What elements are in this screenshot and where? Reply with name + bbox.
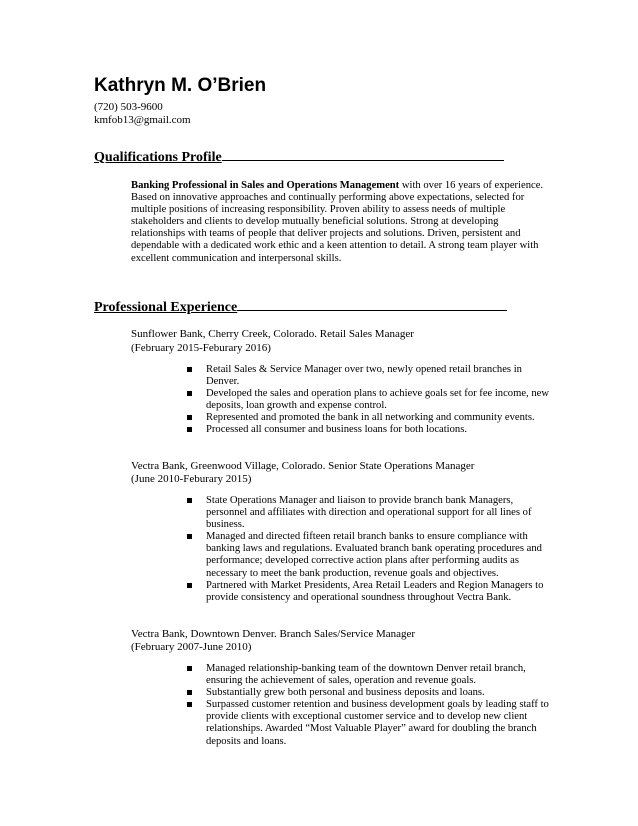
summary-line: relationships with teams of people that deliver projects and solutions. Driven, persistent and bbox=[131, 228, 521, 240]
job-bullet bbox=[187, 424, 547, 436]
bullet-line: necessary to meet the bank production, revenue goals and objectives. bbox=[206, 567, 499, 579]
square-bullet-icon bbox=[187, 498, 192, 503]
summary-line bbox=[131, 180, 551, 192]
bullet-line: Processed all consumer and business loans for both locations. bbox=[206, 424, 467, 436]
job-title: Sunflower Bank, Cherry Creek, Colorado. Retail Sales Manager bbox=[131, 328, 414, 340]
summary-line: dependable with a dedicated work ethic and a keen attention to detail. A strong team player with bbox=[131, 240, 539, 252]
job-dates: (February 2015-Feburary 2016) bbox=[131, 342, 271, 354]
square-bullet-icon bbox=[187, 415, 192, 420]
job-bullet bbox=[187, 495, 547, 531]
summary-line: stakeholders and clients to develop mutually beneficial solutions. Strong at developing bbox=[131, 216, 499, 228]
bullet-line: Surpassed customer retention and business development goals by leading staff to bbox=[206, 699, 549, 711]
heading-rule bbox=[237, 298, 507, 311]
qualifications-summary bbox=[131, 180, 551, 265]
bullet-line: performance; developed corrective action plans after performing audits as bbox=[206, 555, 519, 567]
bullet-line: Substantially grew both personal and business deposits and loans. bbox=[206, 687, 485, 699]
bullet-line: Denver. bbox=[206, 376, 240, 388]
bullet-line: deposits and loans. bbox=[206, 735, 287, 747]
bullet-line: Managed relationship-banking team of the downtown Denver retail branch, bbox=[206, 663, 526, 674]
bullet-line: ensuring the achievement of sales, operation and revenue goals. bbox=[206, 675, 477, 687]
job-bullet-list bbox=[187, 663, 547, 748]
square-bullet-icon bbox=[187, 391, 192, 396]
bullet-line: Partnered with Market Presidents, Area Retail Leaders and Region Managers to bbox=[206, 579, 544, 591]
bullet-line: relationships. Awarded “Most Valuable Player” award for doubling the branch bbox=[206, 723, 537, 735]
candidate-name: Kathryn M. O’Brien bbox=[94, 75, 267, 96]
square-bullet-icon bbox=[187, 666, 192, 671]
job-title: Vectra Bank, Greenwood Village, Colorado. Senior State Operations Manager bbox=[131, 460, 475, 472]
summary-line: Based on innovative approaches and continually performing above expectations, selected for bbox=[131, 192, 525, 204]
summary-line: excellent communication and interpersonal skills. bbox=[131, 252, 342, 264]
summary-lead: Banking Professional in Sales and Operations Management bbox=[131, 180, 400, 191]
job-dates: (February 2007-June 2010) bbox=[131, 641, 252, 653]
bullet-line: business. bbox=[206, 519, 245, 531]
bullet-line: banking laws and regulations. Evaluated branch bank operating procedures and bbox=[206, 543, 542, 555]
qualifications-heading-text: Qualifications Profile bbox=[94, 150, 222, 165]
square-bullet-icon bbox=[187, 367, 192, 372]
bullet-line: personnel and affiliates with direction and operational support for all lines of bbox=[206, 507, 532, 519]
experience-heading bbox=[94, 298, 507, 316]
job-bullet bbox=[187, 687, 547, 699]
heading-rule bbox=[222, 148, 504, 161]
square-bullet-icon bbox=[187, 702, 192, 707]
job-bullet bbox=[187, 388, 547, 412]
summary-line: multiple positions of increasing responsibility. Proven ability to assess needs of multiple bbox=[131, 204, 506, 216]
job-bullet bbox=[187, 580, 547, 604]
bullet-line: provide clients with exceptional customer service and to develop new client bbox=[206, 711, 528, 723]
job-bullet bbox=[187, 531, 547, 579]
job-bullet bbox=[187, 699, 547, 747]
square-bullet-icon bbox=[187, 534, 192, 539]
square-bullet-icon bbox=[187, 427, 192, 432]
job-bullet-list bbox=[187, 364, 547, 437]
summary-line-text: with over 16 years of experience. bbox=[399, 180, 544, 191]
phone-number: (720) 503-9600 bbox=[94, 101, 163, 113]
job-bullet bbox=[187, 412, 547, 424]
square-bullet-icon bbox=[187, 583, 192, 588]
square-bullet-icon bbox=[187, 690, 192, 695]
job-bullet-list bbox=[187, 495, 547, 604]
bullet-line: Managed and directed fifteen retail branch banks to ensure compliance with bbox=[206, 531, 528, 543]
qualifications-heading bbox=[94, 148, 504, 166]
job-bullet bbox=[187, 364, 547, 388]
bullet-line: Retail Sales & Service Manager over two, newly opened retail branches in bbox=[206, 364, 522, 375]
experience-heading-text: Professional Experience bbox=[94, 300, 238, 315]
bullet-line: State Operations Manager and liaison to provide branch bank Managers, bbox=[206, 495, 514, 506]
bullet-line: provide consistency and operational soundness throughout Vectra Bank. bbox=[206, 591, 512, 603]
job-title: Vectra Bank, Downtown Denver. Branch Sales/Service Manager bbox=[131, 628, 416, 640]
email-address: kmfob13@gmail.com bbox=[94, 114, 191, 126]
bullet-line: deposits, loan growth and expense control. bbox=[206, 400, 387, 412]
job-bullet bbox=[187, 663, 547, 687]
bullet-line: Developed the sales and operation plans to achieve goals set for fee income, new bbox=[206, 388, 549, 400]
bullet-line: Represented and promoted the bank in all networking and community events. bbox=[206, 412, 535, 424]
job-dates: (June 2010-Feburary 2015) bbox=[131, 473, 252, 485]
